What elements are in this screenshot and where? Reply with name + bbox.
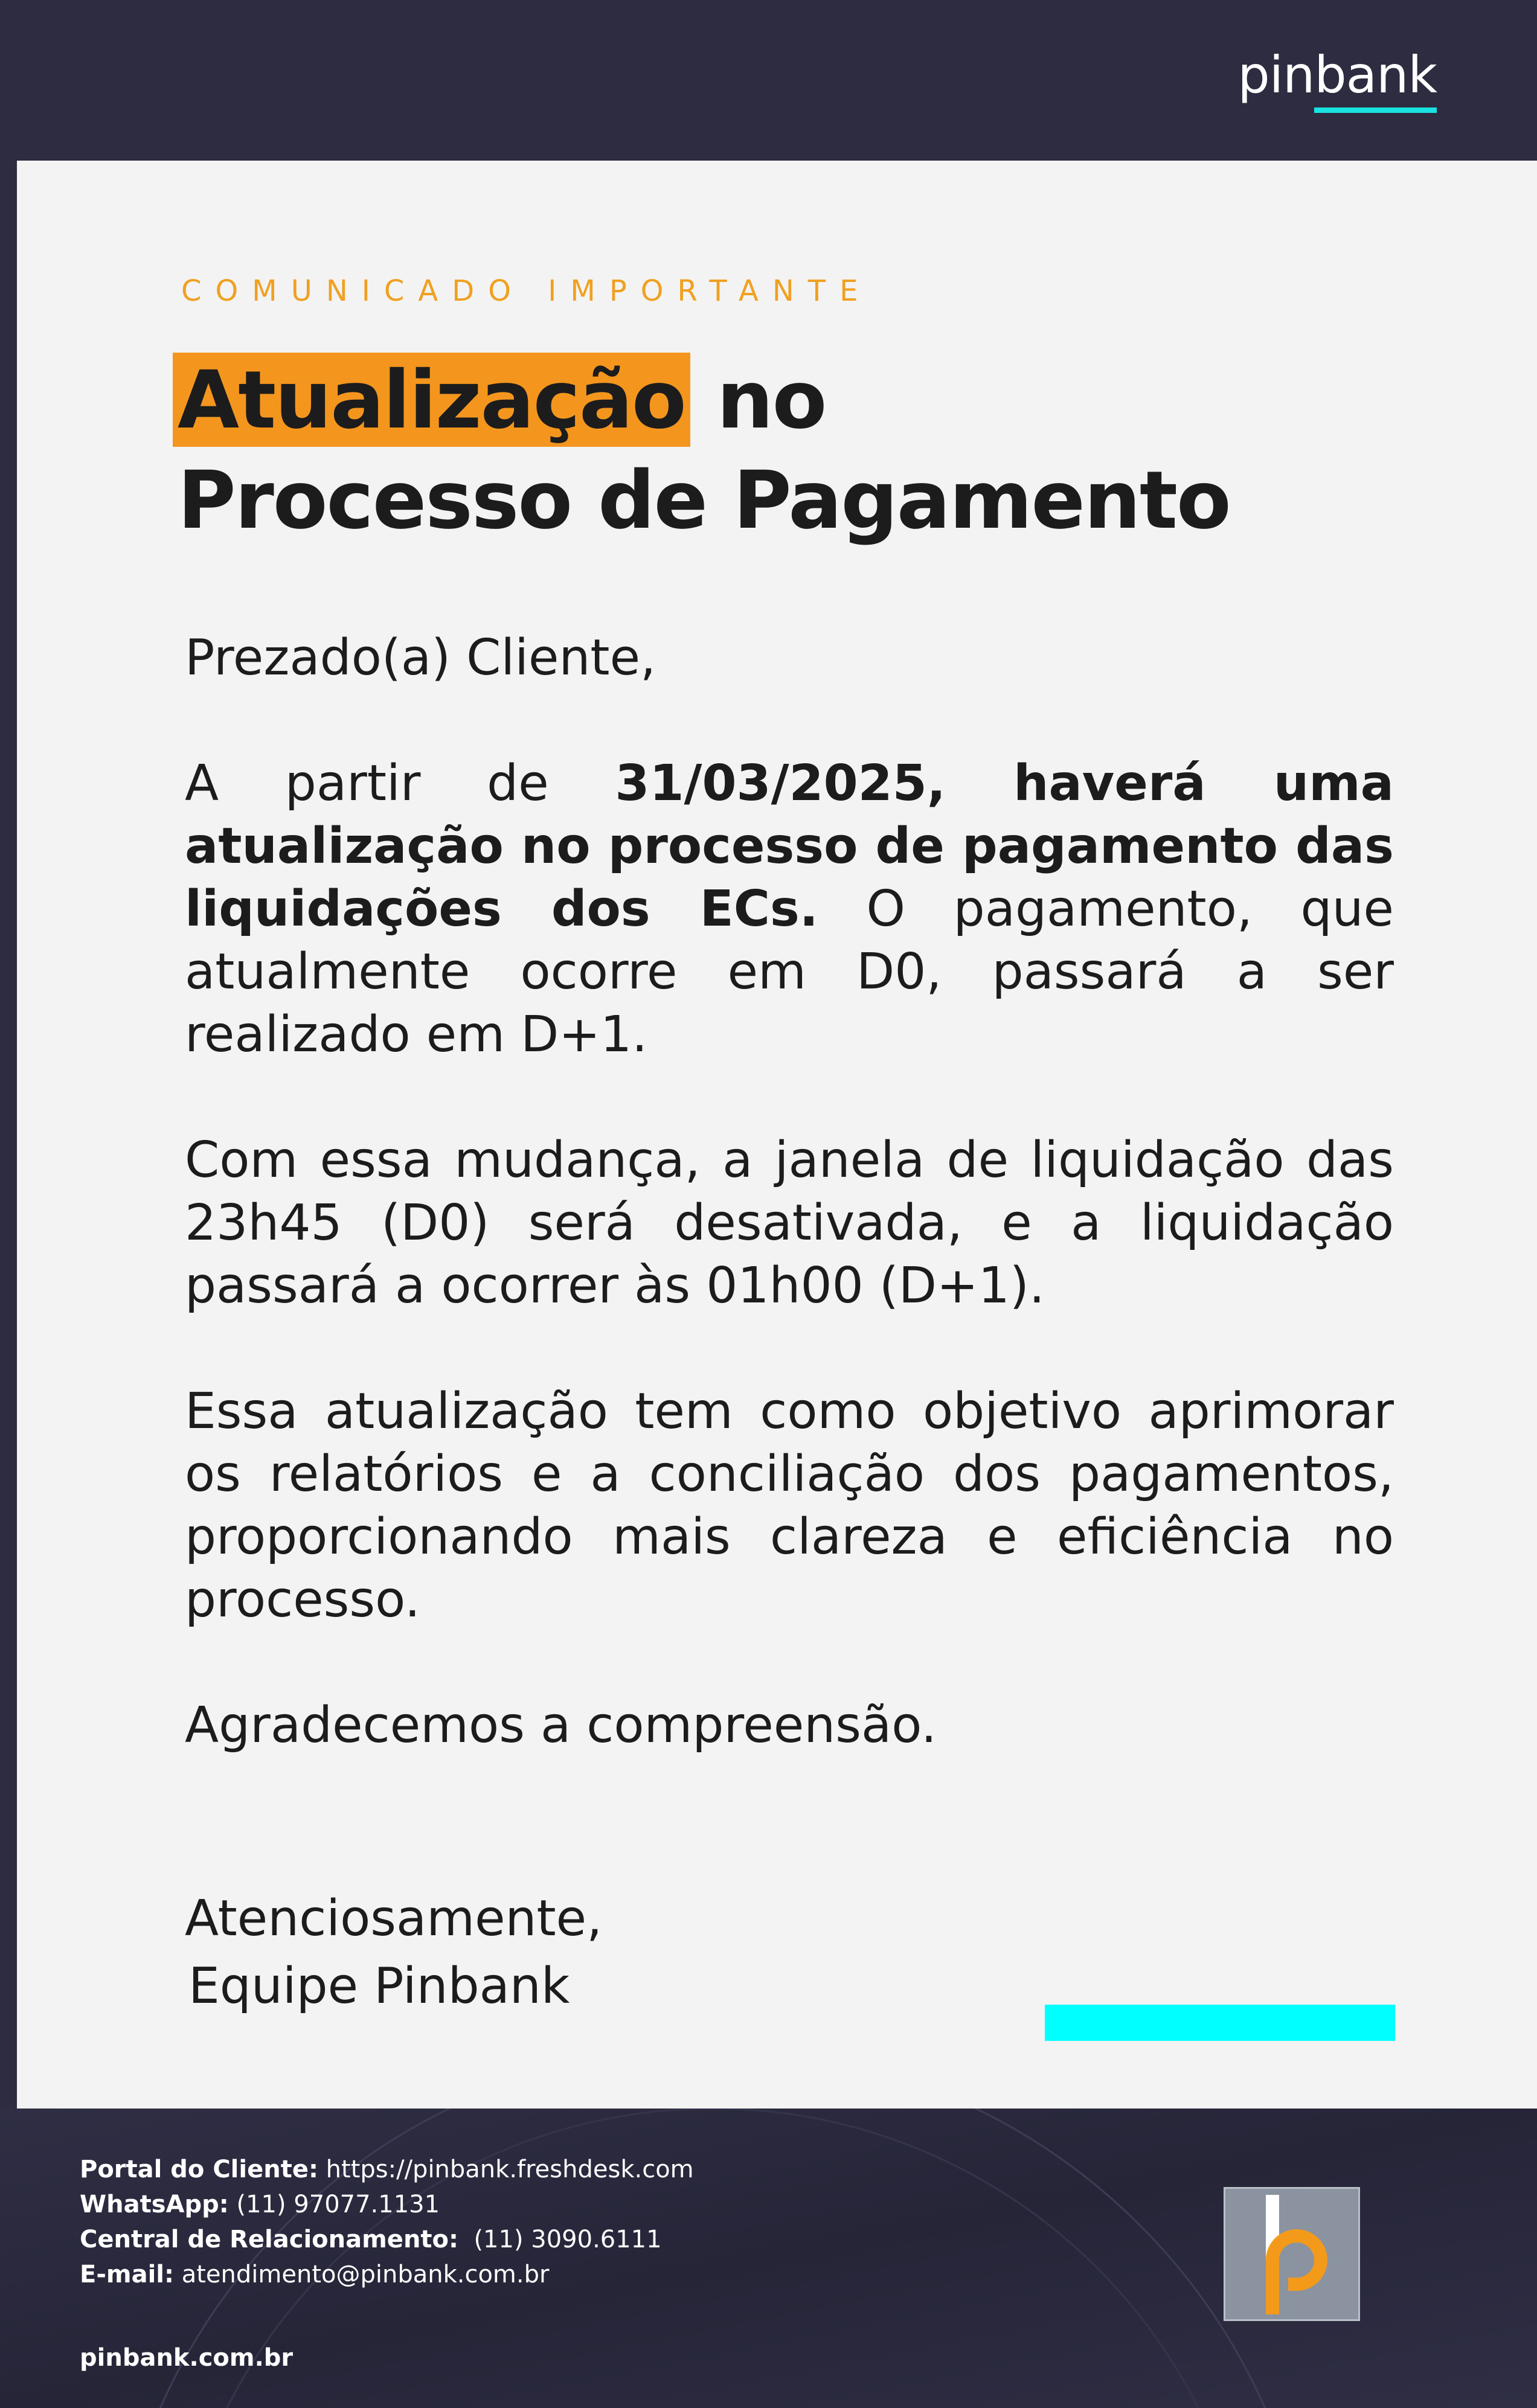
central-label: Central de Relacionamento: (80, 2226, 459, 2253)
email-link[interactable]: atendimento@pinbank.com.br (174, 2261, 550, 2288)
title-line-1 (178, 350, 1230, 450)
p1-intro: A partir de (185, 755, 615, 812)
logo-text-bank: bank (1314, 45, 1437, 104)
whatsapp-number[interactable]: (11) 97077.1131 (228, 2191, 440, 2218)
website-link[interactable]: pinbank.com.br (80, 2344, 294, 2372)
message-body (185, 627, 1394, 1757)
kicker-label: COMUNICADO IMPORTANTE (181, 274, 872, 308)
p1-rest: O pagamento, que atualmente ocorre em D0, passará a ser realizado em D+1. (185, 880, 1394, 1063)
p1-bold-highlight: 31/03/2025, haverá uma atualização no processo de pagamento das liquidações dos ECs. (185, 755, 1394, 938)
footer (0, 2109, 1537, 2408)
logo-text-pin: pin (1237, 45, 1315, 104)
title-line-2: Processo de Pagamento (178, 454, 1230, 547)
title-highlight: Atualização (173, 353, 690, 447)
portal-label: Portal do Cliente: (80, 2156, 318, 2183)
signature-block (185, 1885, 602, 2020)
team-name: Equipe Pinbank (188, 1958, 570, 2015)
p-glyph-icon (1225, 2189, 1358, 2319)
whatsapp-line (80, 2187, 694, 2222)
central-number[interactable]: (11) 3090.6111 (458, 2226, 662, 2253)
page-title (178, 350, 1230, 551)
central-line (80, 2222, 694, 2257)
pinbank-logo (1237, 45, 1437, 104)
top-header-bar (0, 0, 1537, 161)
closing-line: Atenciosamente, (185, 1890, 603, 1947)
paragraph-objective: Essa atualização tem como objetivo aprimorar os relatórios e a conciliação dos pagamentos, proporcionando mais clareza e eficiência no processo. (185, 1383, 1394, 1628)
cyan-accent-bar (1045, 2005, 1395, 2041)
contact-info (80, 2152, 694, 2292)
paragraph-thanks: Agradecemos a compreensão. (185, 1697, 937, 1754)
portal-line (80, 2152, 694, 2187)
paragraph-date-change (185, 752, 1394, 1066)
paragraph-settlement-window: Com essa mudança, a janela de liquidação das 23h45 (D0) será desativada, e a liquidação passará a ocorrer às 01h00 (D+1). (185, 1132, 1394, 1314)
greeting: Prezado(a) Cliente, (185, 629, 656, 687)
portal-link[interactable]: https://pinbank.freshdesk.com (318, 2156, 694, 2183)
email-label: E-mail: (80, 2261, 175, 2288)
pinbank-p-logo-icon (1224, 2187, 1360, 2321)
whatsapp-label: WhatsApp: (80, 2191, 229, 2218)
title-line-1-rest: no (690, 354, 826, 447)
email-line (80, 2257, 694, 2292)
